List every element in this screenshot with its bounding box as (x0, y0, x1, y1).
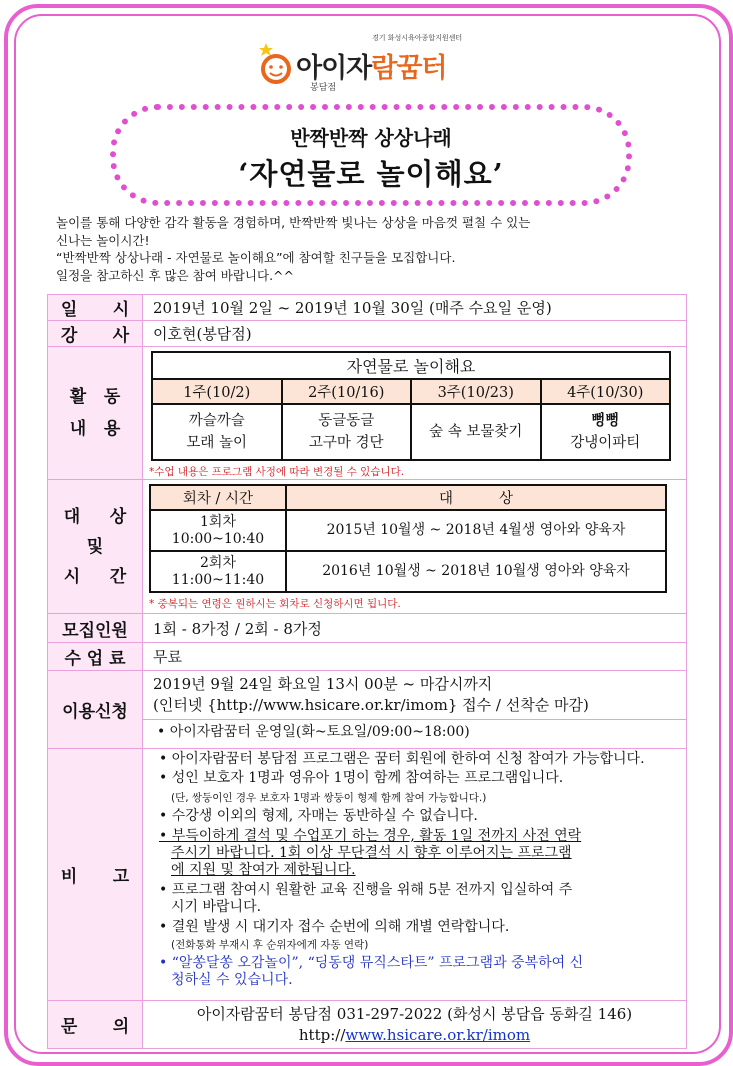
value-date: 2019년 10월 2일 ~ 2019년 10월 30일 (매주 수요일 운영) (143, 295, 687, 321)
apply-line-3: • 아이자람꿈터 운영일(화~토요일/09:00~18:00) (157, 724, 470, 740)
session-2-target: 2016년 10월생 ~ 2018년 10월생 영아와 양육자 (286, 551, 666, 592)
label-date: 일 시 (48, 295, 143, 321)
target-note: * 중복되는 연령은 원하시는 회차로 신청하시면 됩니다. (149, 598, 401, 610)
label-remarks: 비 고 (48, 749, 143, 1001)
label-activity (48, 347, 143, 480)
target-col-session: 회차 / 시간 (150, 485, 286, 510)
session-2: 2회차 11:00~11:40 (150, 551, 286, 592)
remark-subnote: (전화통화 부재시 후 순위자에게 자동 연락) (171, 939, 369, 951)
remark-item: • 성인 보호자 1명과 영유아 1명이 함께 참여하는 프로그램입니다. (159, 770, 564, 786)
remark-item-cont: 에 지원 및 참여가 제한됩니다. (171, 862, 356, 878)
intro-line: “반짝반짝 상상나래 - 자연물로 놀이해요”에 참여할 친구들을 모집합니다. (56, 250, 456, 265)
child-face-icon (256, 42, 294, 84)
remarks-cell (143, 749, 687, 1001)
label-target-1: 대 상 (63, 506, 127, 527)
remark-item: • 결원 발생 시 대기자 접수 순번에 의해 개별 연락합니다. (159, 919, 510, 935)
logo (252, 28, 492, 98)
row-apply (48, 671, 687, 749)
row-remarks (48, 749, 687, 1001)
remark-item: • “알쏭달쏭 오감놀이”, “딩동댕 뮤직스타트” 프로그램과 중복하여 신 (159, 955, 584, 971)
activity-2: 동글동글 고구마 경단 (282, 404, 412, 460)
activity-cell (143, 347, 687, 480)
remark-item: • 프로그램 참여시 원활한 교육 진행을 위해 5분 전까지 입실하여 주 (159, 882, 573, 898)
apply-line-1: 2019년 9월 24일 화요일 13시 00분 ~ 마감시까지 (153, 675, 493, 693)
intro-line: 신나는 놀이시간! (56, 232, 150, 248)
row-teacher (48, 321, 687, 347)
label-fee: 수 업 료 (48, 643, 143, 671)
activity-1: 까슬까슬 모래 놀이 (152, 404, 282, 460)
label-target-2: 및 (86, 536, 104, 557)
label-apply: 이용신청 (48, 671, 143, 749)
title-line-1: 반짝반짝 상상나래 (290, 126, 452, 150)
value-fee: 무료 (143, 643, 687, 671)
activity-3: 숲 속 보물찾기 (411, 404, 541, 460)
activity-note: *수업 내용은 프로그램 사정에 따라 변경될 수 있습니다. (149, 466, 405, 478)
activity-table-title: 자연물로 놀이해요 (152, 352, 670, 379)
label-capacity: 모집인원 (48, 614, 143, 643)
value-teacher: 이호현(봉담점) (143, 321, 687, 347)
week-4: 4주(10/30) (541, 379, 671, 404)
activity-table (151, 351, 671, 461)
remark-item-cont: 주시기 바랍니다. 1회 이상 무단결석 시 향후 이루어지는 프로그램 (171, 845, 572, 861)
row-activity (48, 347, 687, 480)
apply-line-2: (인터넷 {http://www.hsicare.or.kr/imom} 접수 / 선착순 마감) (143, 695, 686, 720)
label-target (48, 480, 143, 614)
info-table (47, 294, 687, 1049)
contact-cell (143, 1001, 687, 1049)
title-line-2: ‘자연물로 놀이해요’ (238, 157, 504, 191)
label-target-3: 시 간 (63, 566, 127, 587)
remark-item-cont: 청하실 수 있습니다. (171, 972, 293, 988)
remark-item: • 수강생 이외의 형제, 자매는 동반하실 수 없습니다. (159, 808, 478, 824)
label-activity-1: 활 동 (69, 387, 121, 407)
remark-subnote: (단, 쌍둥이인 경우 보호자 1명과 쌍둥이 형제 함께 참여 가능합니다.) (171, 792, 487, 804)
label-activity-2: 내 용 (69, 419, 121, 439)
row-capacity (48, 614, 687, 643)
remark-item: • 아이자람꿈터 봉담점 프로그램은 꿈터 회원에 한하여 신청 참여가 가능합니다. (159, 751, 645, 767)
target-table (149, 484, 667, 593)
intro-line: 일정을 참고하신 후 많은 참여 바랍니다.^^ (56, 267, 294, 283)
intro-text (56, 214, 676, 284)
row-fee (48, 643, 687, 671)
apply-cell (143, 671, 687, 749)
remark-item: • 부득이하게 결석 및 수업포기 하는 경우, 활동 1일 전까지 사전 연락 (159, 828, 582, 844)
homepage-link[interactable]: www.hsicare.or.kr/imom (345, 1025, 531, 1044)
session-1: 1회차 10:00~10:40 (150, 510, 286, 551)
label-teacher: 강 사 (48, 321, 143, 347)
logo-text: 아이자람꿈터 (296, 53, 447, 84)
row-target (48, 480, 687, 614)
value-capacity: 1회 - 8가정 / 2회 - 8가정 (143, 614, 687, 643)
org-name: 경기 화성시육아종합지원센터 (372, 34, 463, 42)
week-1: 1주(10/2) (152, 379, 282, 404)
intro-line: 놀이를 통해 다양한 감각 활동을 경험하며, 반짝반짝 빛나는 상상을 마음껏 펼칠 수 있는 (56, 215, 531, 230)
label-contact: 문 의 (48, 1001, 143, 1049)
target-col-target: 대 상 (286, 485, 666, 510)
session-1-target: 2015년 10월생 ~ 2018년 4월생 영아와 양육자 (286, 510, 666, 551)
activity-4: 뻥뻥 강냉이파티 (541, 404, 671, 460)
target-cell (143, 480, 687, 614)
title-box (110, 104, 632, 206)
remark-item-cont: 시기 바랍니다. (171, 899, 262, 915)
contact-line-1: 아이자람꿈터 봉담점 031-297-2022 (화성시 봉담읍 동화길 146) (196, 1004, 633, 1023)
row-contact (48, 1001, 687, 1049)
week-2: 2주(10/16) (282, 379, 412, 404)
row-date (48, 295, 687, 321)
week-3: 3주(10/23) (411, 379, 541, 404)
logo-branch: 봉담점 (310, 83, 337, 93)
contact-line-2: http://www.hsicare.or.kr/imom (298, 1025, 531, 1044)
